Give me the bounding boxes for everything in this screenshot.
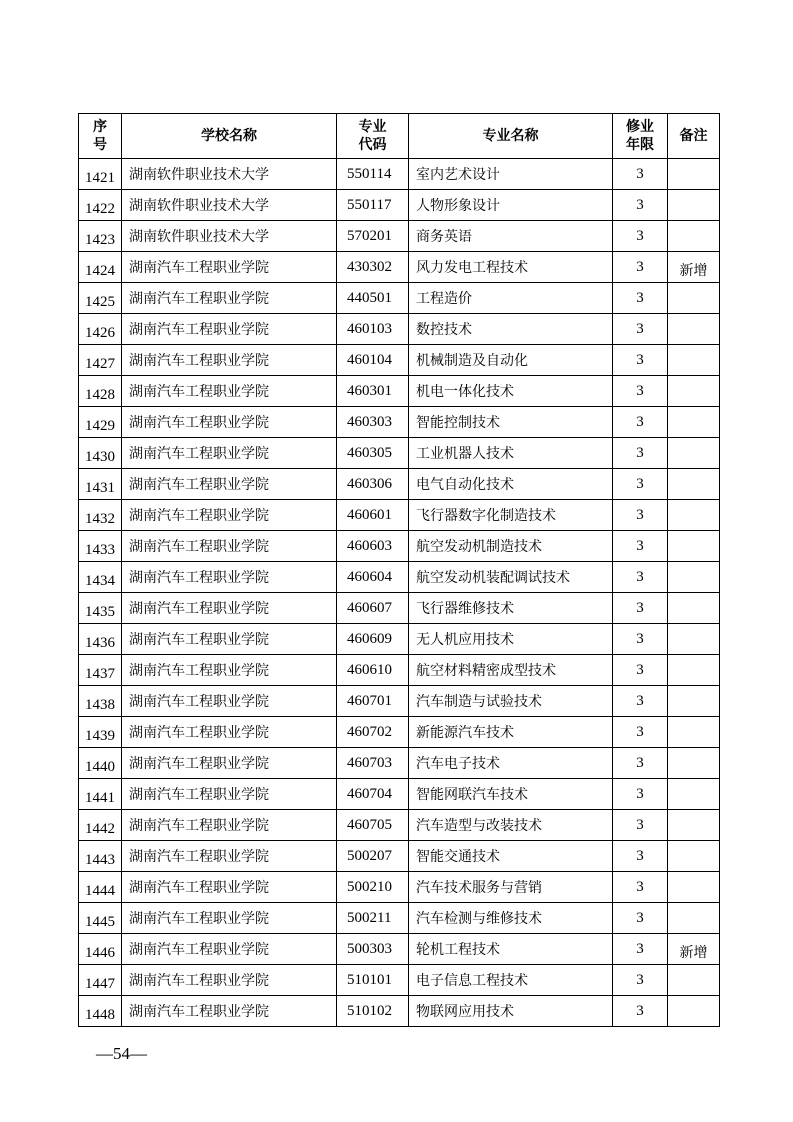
row-years: 3: [613, 221, 668, 252]
row-school: 湖南汽车工程职业学院: [122, 624, 337, 655]
table-row: [79, 190, 720, 221]
row-note: [668, 407, 720, 438]
table-row: [79, 562, 720, 593]
row-school: 湖南汽车工程职业学院: [122, 872, 337, 903]
table-row: [79, 159, 720, 190]
row-code: 460103: [337, 314, 409, 345]
row-note: [668, 996, 720, 1027]
row-seq: 1422: [79, 190, 122, 221]
header-note: 备注: [668, 114, 720, 159]
row-code: 460703: [337, 748, 409, 779]
row-years: 3: [613, 562, 668, 593]
row-note: [668, 593, 720, 624]
row-major: 工业机器人技术: [409, 438, 613, 469]
table-row: [79, 438, 720, 469]
row-years: 3: [613, 593, 668, 624]
row-code: 440501: [337, 283, 409, 314]
row-seq: 1435: [79, 593, 122, 624]
row-major: 无人机应用技术: [409, 624, 613, 655]
row-school: 湖南汽车工程职业学院: [122, 841, 337, 872]
table-row: [79, 748, 720, 779]
row-note: [668, 562, 720, 593]
row-seq: 1446: [79, 934, 122, 965]
table-body: [79, 159, 720, 1027]
table-row: [79, 965, 720, 996]
row-major: 汽车造型与改装技术: [409, 810, 613, 841]
row-seq: 1444: [79, 872, 122, 903]
row-major: 航空材料精密成型技术: [409, 655, 613, 686]
row-major: 风力发电工程技术: [409, 252, 613, 283]
row-note: [668, 717, 720, 748]
row-years: 3: [613, 407, 668, 438]
row-code: 500210: [337, 872, 409, 903]
row-years: 3: [613, 903, 668, 934]
header-row: [79, 114, 720, 159]
row-code: 460604: [337, 562, 409, 593]
row-major: 电子信息工程技术: [409, 965, 613, 996]
table-row: [79, 283, 720, 314]
row-school: 湖南汽车工程职业学院: [122, 717, 337, 748]
row-seq: 1434: [79, 562, 122, 593]
header-years: 修业 年限: [613, 114, 668, 159]
row-years: 3: [613, 345, 668, 376]
row-seq: 1445: [79, 903, 122, 934]
row-note: 新增: [668, 934, 720, 965]
row-years: 3: [613, 252, 668, 283]
row-seq: 1426: [79, 314, 122, 345]
table-row: [79, 872, 720, 903]
table-row: [79, 934, 720, 965]
row-school: 湖南汽车工程职业学院: [122, 562, 337, 593]
row-school: 湖南汽车工程职业学院: [122, 252, 337, 283]
row-seq: 1433: [79, 531, 122, 562]
row-note: [668, 283, 720, 314]
row-code: 510101: [337, 965, 409, 996]
row-school: 湖南汽车工程职业学院: [122, 438, 337, 469]
table-row: [79, 469, 720, 500]
row-school: 湖南汽车工程职业学院: [122, 531, 337, 562]
row-school: 湖南汽车工程职业学院: [122, 469, 337, 500]
row-seq: 1427: [79, 345, 122, 376]
row-major: 电气自动化技术: [409, 469, 613, 500]
row-seq: 1429: [79, 407, 122, 438]
table-row: [79, 624, 720, 655]
row-code: 460301: [337, 376, 409, 407]
row-major: 汽车检测与维修技术: [409, 903, 613, 934]
row-note: [668, 965, 720, 996]
row-major: 航空发动机装配调试技术: [409, 562, 613, 593]
header-school: 学校名称: [122, 114, 337, 159]
row-note: [668, 872, 720, 903]
row-code: 500207: [337, 841, 409, 872]
row-seq: 1424: [79, 252, 122, 283]
row-major: 人物形象设计: [409, 190, 613, 221]
row-seq: 1430: [79, 438, 122, 469]
row-school: 湖南汽车工程职业学院: [122, 903, 337, 934]
row-school: 湖南汽车工程职业学院: [122, 593, 337, 624]
row-major: 商务英语: [409, 221, 613, 252]
table-row: [79, 221, 720, 252]
row-major: 新能源汽车技术: [409, 717, 613, 748]
row-years: 3: [613, 190, 668, 221]
row-school: 湖南汽车工程职业学院: [122, 996, 337, 1027]
row-note: [668, 686, 720, 717]
row-major: 物联网应用技术: [409, 996, 613, 1027]
row-years: 3: [613, 500, 668, 531]
row-note: [668, 221, 720, 252]
row-note: [668, 903, 720, 934]
row-note: [668, 438, 720, 469]
table-row: [79, 252, 720, 283]
row-major: 飞行器维修技术: [409, 593, 613, 624]
row-major: 智能控制技术: [409, 407, 613, 438]
row-school: 湖南汽车工程职业学院: [122, 655, 337, 686]
row-note: [668, 624, 720, 655]
row-school: 湖南软件职业技术大学: [122, 221, 337, 252]
table-row: [79, 314, 720, 345]
row-code: 460306: [337, 469, 409, 500]
row-note: [668, 810, 720, 841]
row-code: 460610: [337, 655, 409, 686]
row-major: 机械制造及自动化: [409, 345, 613, 376]
row-school: 湖南汽车工程职业学院: [122, 810, 337, 841]
row-note: [668, 500, 720, 531]
row-major: 智能网联汽车技术: [409, 779, 613, 810]
row-years: 3: [613, 748, 668, 779]
row-seq: 1439: [79, 717, 122, 748]
row-major: 室内艺术设计: [409, 159, 613, 190]
table-row: [79, 686, 720, 717]
row-seq: 1442: [79, 810, 122, 841]
row-school: 湖南软件职业技术大学: [122, 190, 337, 221]
row-school: 湖南汽车工程职业学院: [122, 686, 337, 717]
row-code: 460705: [337, 810, 409, 841]
row-code: 460603: [337, 531, 409, 562]
majors-table: [78, 113, 720, 1027]
row-school: 湖南汽车工程职业学院: [122, 376, 337, 407]
row-years: 3: [613, 469, 668, 500]
row-years: 3: [613, 438, 668, 469]
row-seq: 1443: [79, 841, 122, 872]
table-row: [79, 376, 720, 407]
row-school: 湖南汽车工程职业学院: [122, 314, 337, 345]
row-school: 湖南汽车工程职业学院: [122, 934, 337, 965]
row-seq: 1431: [79, 469, 122, 500]
header-code: 专业 代码: [337, 114, 409, 159]
row-code: 460702: [337, 717, 409, 748]
row-note: [668, 469, 720, 500]
page-number: —54—: [96, 1044, 147, 1063]
row-major: 机电一体化技术: [409, 376, 613, 407]
row-note: [668, 748, 720, 779]
row-major: 汽车电子技术: [409, 748, 613, 779]
table-row: [79, 593, 720, 624]
row-major: 汽车制造与试验技术: [409, 686, 613, 717]
table-row: [79, 531, 720, 562]
row-years: 3: [613, 996, 668, 1027]
row-years: 3: [613, 872, 668, 903]
table-row: [79, 779, 720, 810]
row-seq: 1436: [79, 624, 122, 655]
table-row: [79, 810, 720, 841]
row-major: 智能交通技术: [409, 841, 613, 872]
row-school: 湖南汽车工程职业学院: [122, 748, 337, 779]
row-seq: 1441: [79, 779, 122, 810]
row-code: 460303: [337, 407, 409, 438]
row-code: 500211: [337, 903, 409, 934]
table-row: [79, 345, 720, 376]
row-years: 3: [613, 376, 668, 407]
row-years: 3: [613, 810, 668, 841]
table-row: [79, 655, 720, 686]
row-code: 460601: [337, 500, 409, 531]
row-note: [668, 190, 720, 221]
row-code: 460704: [337, 779, 409, 810]
row-years: 3: [613, 531, 668, 562]
table-row: [79, 407, 720, 438]
row-years: 3: [613, 841, 668, 872]
row-note: 新增: [668, 252, 720, 283]
table-row: [79, 717, 720, 748]
row-code: 460609: [337, 624, 409, 655]
row-code: 460104: [337, 345, 409, 376]
row-seq: 1438: [79, 686, 122, 717]
row-major: 航空发动机制造技术: [409, 531, 613, 562]
row-note: [668, 159, 720, 190]
row-years: 3: [613, 624, 668, 655]
row-seq: 1440: [79, 748, 122, 779]
row-note: [668, 314, 720, 345]
row-note: [668, 655, 720, 686]
row-code: 550117: [337, 190, 409, 221]
row-seq: 1448: [79, 996, 122, 1027]
row-code: 460607: [337, 593, 409, 624]
row-years: 3: [613, 314, 668, 345]
row-school: 湖南汽车工程职业学院: [122, 965, 337, 996]
row-major: 轮机工程技术: [409, 934, 613, 965]
row-code: 430302: [337, 252, 409, 283]
row-major: 汽车技术服务与营销: [409, 872, 613, 903]
row-seq: 1437: [79, 655, 122, 686]
row-years: 3: [613, 655, 668, 686]
header-seq: 序 号: [79, 114, 122, 159]
row-code: 500303: [337, 934, 409, 965]
row-seq: 1421: [79, 159, 122, 190]
row-code: 570201: [337, 221, 409, 252]
row-years: 3: [613, 159, 668, 190]
table-row: [79, 841, 720, 872]
row-note: [668, 841, 720, 872]
row-school: 湖南汽车工程职业学院: [122, 500, 337, 531]
table-row: [79, 996, 720, 1027]
row-seq: 1425: [79, 283, 122, 314]
table-row: [79, 500, 720, 531]
row-code: 550114: [337, 159, 409, 190]
row-code: 510102: [337, 996, 409, 1027]
row-seq: 1428: [79, 376, 122, 407]
row-school: 湖南汽车工程职业学院: [122, 407, 337, 438]
row-school: 湖南软件职业技术大学: [122, 159, 337, 190]
row-school: 湖南汽车工程职业学院: [122, 345, 337, 376]
row-major: 飞行器数字化制造技术: [409, 500, 613, 531]
row-code: 460305: [337, 438, 409, 469]
row-school: 湖南汽车工程职业学院: [122, 283, 337, 314]
row-note: [668, 345, 720, 376]
header-major: 专业名称: [409, 114, 613, 159]
row-note: [668, 531, 720, 562]
row-years: 3: [613, 934, 668, 965]
row-seq: 1432: [79, 500, 122, 531]
row-years: 3: [613, 283, 668, 314]
row-years: 3: [613, 686, 668, 717]
row-major: 数控技术: [409, 314, 613, 345]
row-note: [668, 376, 720, 407]
row-seq: 1447: [79, 965, 122, 996]
table-row: [79, 903, 720, 934]
row-years: 3: [613, 779, 668, 810]
row-code: 460701: [337, 686, 409, 717]
row-major: 工程造价: [409, 283, 613, 314]
row-school: 湖南汽车工程职业学院: [122, 779, 337, 810]
row-note: [668, 779, 720, 810]
row-years: 3: [613, 717, 668, 748]
row-seq: 1423: [79, 221, 122, 252]
row-years: 3: [613, 965, 668, 996]
